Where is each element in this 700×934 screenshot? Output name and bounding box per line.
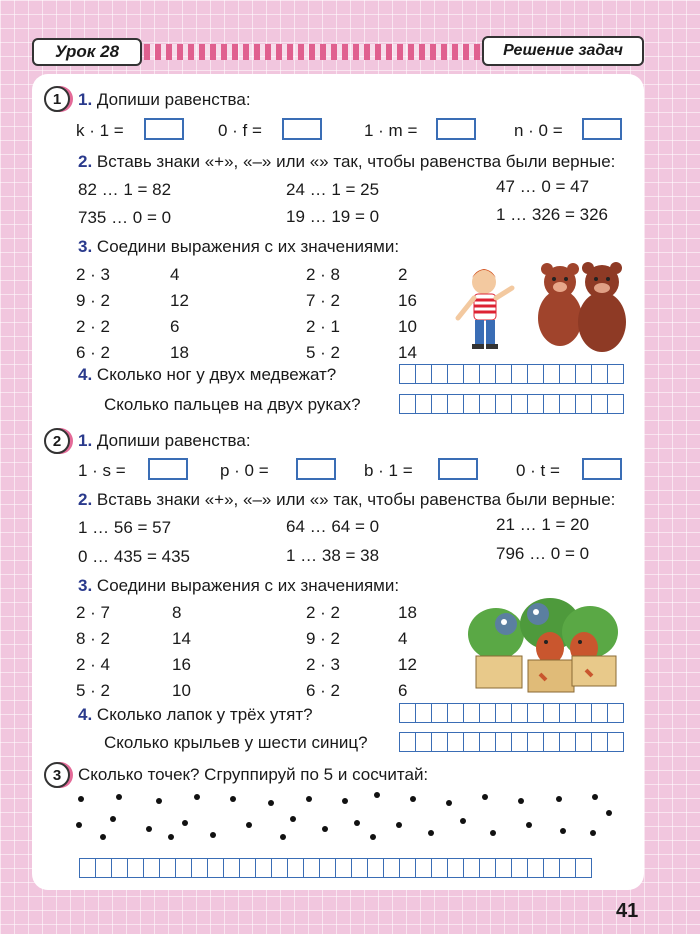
- exercise-marker-3: 3: [44, 762, 70, 788]
- equation: p · 0 =: [220, 461, 269, 480]
- answer-cell[interactable]: [431, 364, 448, 384]
- lesson-label: Урок 28: [32, 38, 142, 66]
- answer-box[interactable]: [582, 458, 622, 480]
- answer-cell[interactable]: [591, 732, 608, 752]
- value: 16: [172, 655, 191, 674]
- expression: 7 · 2: [306, 291, 341, 310]
- answer-cell[interactable]: [463, 703, 480, 723]
- answer-cell[interactable]: [447, 364, 464, 384]
- dot: [110, 816, 116, 822]
- answer-cell[interactable]: [207, 858, 224, 878]
- answer-cell[interactable]: [127, 858, 144, 878]
- answer-cell[interactable]: [415, 858, 432, 878]
- sign-equation: 1 … 56 = 57: [78, 518, 172, 537]
- answer-cell[interactable]: [271, 858, 288, 878]
- sign-equation: 1 … 38 = 38: [286, 546, 380, 565]
- task-2-4-question-1: 4. Сколько лапок у трёх утят?: [78, 705, 313, 724]
- expression: 6 · 2: [76, 343, 111, 362]
- value: 10: [398, 317, 417, 336]
- task-1-4-question-2: Сколько пальцев на двух руках?: [104, 395, 361, 414]
- answer-cell[interactable]: [447, 703, 464, 723]
- topic-label: Решение задач: [482, 36, 644, 66]
- answer-cell[interactable]: [319, 858, 336, 878]
- answer-cell[interactable]: [463, 364, 480, 384]
- sign-equation: 796 … 0 = 0: [496, 544, 590, 563]
- dot: [268, 800, 274, 806]
- answer-box[interactable]: [438, 458, 478, 480]
- page-number: 41: [616, 900, 639, 922]
- dot: [428, 830, 434, 836]
- task-2-1-title: 1. Допиши равенства:: [78, 431, 251, 450]
- answer-cell[interactable]: [415, 732, 432, 752]
- answer-cell[interactable]: [399, 703, 416, 723]
- dot: [306, 796, 312, 802]
- expression: 9 · 2: [306, 629, 341, 648]
- task-1-1-title: 1. Допиши равенства:: [78, 90, 251, 109]
- answer-cell[interactable]: [431, 394, 448, 414]
- boy-and-bears-illustration: [450, 256, 640, 360]
- dot: [290, 816, 296, 822]
- dot: [78, 796, 84, 802]
- answer-cell[interactable]: [399, 858, 416, 878]
- answer-cell[interactable]: [591, 364, 608, 384]
- dot: [194, 794, 200, 800]
- answer-cell[interactable]: [559, 394, 576, 414]
- answer-cell[interactable]: [543, 732, 560, 752]
- answer-cell[interactable]: [511, 703, 528, 723]
- answer-cell[interactable]: [559, 858, 576, 878]
- answer-cell[interactable]: [95, 858, 112, 878]
- answer-cell[interactable]: [431, 732, 448, 752]
- answer-cell[interactable]: [607, 703, 624, 723]
- equation: 0 · t =: [516, 461, 560, 480]
- answer-cells[interactable]: [400, 732, 624, 752]
- answer-cell[interactable]: [383, 858, 400, 878]
- answer-cell[interactable]: [607, 394, 624, 414]
- expression: 5 · 2: [76, 681, 111, 700]
- answer-cell[interactable]: [351, 858, 368, 878]
- equation: n · 0 =: [514, 121, 563, 140]
- answer-cell[interactable]: [143, 858, 160, 878]
- equation: 1 · s =: [78, 461, 126, 480]
- answer-cell[interactable]: [527, 394, 544, 414]
- dot: [116, 794, 122, 800]
- answer-cell[interactable]: [447, 394, 464, 414]
- equation: 0 · f =: [218, 121, 262, 140]
- task-1-3-title: 3. Соедини выражения с их значениями:: [78, 237, 400, 256]
- answer-cell[interactable]: [591, 394, 608, 414]
- expression: 2 · 4: [76, 655, 111, 674]
- dot: [560, 828, 566, 834]
- expression: 8 · 2: [76, 629, 111, 648]
- answer-cell[interactable]: [495, 732, 512, 752]
- dot: [370, 834, 376, 840]
- answer-cell[interactable]: [559, 364, 576, 384]
- answer-cell[interactable]: [463, 394, 480, 414]
- expression: 2 · 1: [306, 317, 341, 336]
- expression: 5 · 2: [306, 343, 341, 362]
- value: 6: [170, 317, 180, 336]
- answer-cells[interactable]: [400, 364, 624, 384]
- answer-cell[interactable]: [479, 394, 496, 414]
- answer-cell[interactable]: [415, 394, 432, 414]
- answer-cell[interactable]: [575, 364, 592, 384]
- value: 14: [398, 343, 417, 362]
- dot: [342, 798, 348, 804]
- answer-cell[interactable]: [111, 858, 128, 878]
- answer-cell[interactable]: [495, 394, 512, 414]
- value: 16: [398, 291, 417, 310]
- answer-cell[interactable]: [527, 364, 544, 384]
- answer-cell[interactable]: [495, 703, 512, 723]
- answer-cell[interactable]: [447, 858, 464, 878]
- dot: [460, 818, 466, 824]
- answer-cell[interactable]: [575, 732, 592, 752]
- value: 12: [398, 655, 417, 674]
- dot: [526, 822, 532, 828]
- dot: [446, 800, 452, 806]
- answer-cell[interactable]: [575, 858, 592, 878]
- dot: [146, 826, 152, 832]
- answer-cell[interactable]: [527, 858, 544, 878]
- dot: [182, 820, 188, 826]
- value: 8: [172, 603, 182, 622]
- expression: 2 · 8: [306, 265, 341, 284]
- answer-cell[interactable]: [463, 732, 480, 752]
- answer-cell[interactable]: [399, 394, 416, 414]
- answer-cell[interactable]: [399, 364, 416, 384]
- answer-cell[interactable]: [575, 394, 592, 414]
- dot: [556, 796, 562, 802]
- answer-cell[interactable]: [559, 732, 576, 752]
- answer-cell[interactable]: [479, 703, 496, 723]
- value: 18: [398, 603, 417, 622]
- answer-cells[interactable]: [400, 703, 624, 723]
- expression: 2 · 7: [76, 603, 111, 622]
- expression: 2 · 2: [306, 603, 341, 622]
- answer-cell[interactable]: [415, 364, 432, 384]
- answer-cell[interactable]: [415, 703, 432, 723]
- value: 4: [170, 265, 180, 284]
- birds-in-boxes-illustration: [466, 594, 620, 700]
- answer-cell[interactable]: [543, 364, 560, 384]
- answer-cell[interactable]: [239, 858, 256, 878]
- equation: b · 1 =: [364, 461, 413, 480]
- answer-cell[interactable]: [607, 732, 624, 752]
- dot: [230, 796, 236, 802]
- task-3-title: Сколько точек? Сгруппируй по 5 и сосчитай:: [78, 765, 429, 784]
- answer-cell[interactable]: [511, 364, 528, 384]
- equation: k · 1 =: [76, 121, 124, 140]
- answer-cell[interactable]: [527, 732, 544, 752]
- value: 10: [172, 681, 191, 700]
- answer-cell[interactable]: [335, 858, 352, 878]
- dot: [246, 822, 252, 828]
- answer-cell[interactable]: [191, 858, 208, 878]
- answer-cell[interactable]: [527, 703, 544, 723]
- sign-equation: 21 … 1 = 20: [496, 515, 590, 534]
- answer-cell[interactable]: [543, 858, 560, 878]
- equation: 1 · m =: [364, 121, 418, 140]
- answer-cell[interactable]: [543, 394, 560, 414]
- answer-cell[interactable]: [287, 858, 304, 878]
- exercise-marker-1: 1: [44, 86, 70, 112]
- dot: [592, 794, 598, 800]
- dot: [490, 830, 496, 836]
- dot: [156, 798, 162, 804]
- expression: 2 · 2: [76, 317, 111, 336]
- answer-cell[interactable]: [511, 732, 528, 752]
- dot: [374, 792, 380, 798]
- answer-cell[interactable]: [255, 858, 272, 878]
- task-2-2-title: 2. Вставь знаки «+», «–» или «» так, чтобы равенства были верные:: [78, 490, 616, 509]
- value: 6: [398, 681, 408, 700]
- answer-cell[interactable]: [463, 858, 480, 878]
- task-2-3-title: 3. Соедини выражения с их значениями:: [78, 576, 400, 595]
- answer-cell[interactable]: [479, 858, 496, 878]
- answer-cell[interactable]: [479, 364, 496, 384]
- answer-cell[interactable]: [399, 732, 416, 752]
- sign-equation: 1 … 326 = 326: [496, 205, 609, 224]
- dot: [606, 810, 612, 816]
- dot: [322, 826, 328, 832]
- dot: [410, 796, 416, 802]
- exercise-marker-2: 2: [44, 428, 70, 454]
- answer-cells[interactable]: [400, 394, 624, 414]
- answer-cell[interactable]: [79, 858, 96, 878]
- value: 18: [170, 343, 189, 362]
- value: 12: [170, 291, 189, 310]
- value: 14: [172, 629, 191, 648]
- answer-cell[interactable]: [303, 858, 320, 878]
- answer-box[interactable]: [436, 118, 476, 140]
- sign-equation: 47 … 0 = 47: [496, 177, 590, 196]
- answer-box[interactable]: [582, 118, 622, 140]
- dot: [482, 794, 488, 800]
- value: 2: [398, 265, 408, 284]
- dot: [280, 834, 286, 840]
- answer-box[interactable]: [144, 118, 184, 140]
- answer-box[interactable]: [282, 118, 322, 140]
- answer-cell[interactable]: [495, 364, 512, 384]
- expression: 9 · 2: [76, 291, 111, 310]
- answer-cell[interactable]: [479, 732, 496, 752]
- answer-cells[interactable]: [80, 858, 592, 878]
- answer-cell[interactable]: [543, 703, 560, 723]
- dots-field: [70, 786, 630, 846]
- answer-cell[interactable]: [431, 858, 448, 878]
- header-stripes: [144, 44, 480, 60]
- answer-cell[interactable]: [175, 858, 192, 878]
- expression: 6 · 2: [306, 681, 341, 700]
- dot: [168, 834, 174, 840]
- answer-cell[interactable]: [447, 732, 464, 752]
- answer-cell[interactable]: [511, 858, 528, 878]
- answer-cell[interactable]: [511, 394, 528, 414]
- dot: [76, 822, 82, 828]
- dot: [100, 834, 106, 840]
- answer-cell[interactable]: [495, 858, 512, 878]
- answer-cell[interactable]: [575, 703, 592, 723]
- sign-equation: 64 … 64 = 0: [286, 517, 380, 536]
- answer-cell[interactable]: [607, 364, 624, 384]
- sign-equation: 19 … 19 = 0: [286, 207, 380, 226]
- answer-cell[interactable]: [159, 858, 176, 878]
- task-1-2-title: 2. Вставь знаки «+», «–» или «» так, чтобы равенства были верные:: [78, 152, 616, 171]
- answer-box[interactable]: [148, 458, 188, 480]
- dot: [396, 822, 402, 828]
- task-2-4-question-2: Сколько крыльев у шести синиц?: [104, 733, 368, 752]
- expression: 2 · 3: [76, 265, 111, 284]
- sign-equation: 0 … 435 = 435: [78, 547, 191, 566]
- answer-cell[interactable]: [367, 858, 384, 878]
- value: 4: [398, 629, 408, 648]
- answer-cell[interactable]: [223, 858, 240, 878]
- answer-cell[interactable]: [431, 703, 448, 723]
- dot: [354, 820, 360, 826]
- sign-equation: 24 … 1 = 25: [286, 180, 380, 199]
- task-1-4-question-1: 4. Сколько ног у двух медвежат?: [78, 365, 337, 384]
- answer-box[interactable]: [296, 458, 336, 480]
- expression: 2 · 3: [306, 655, 341, 674]
- dot: [518, 798, 524, 804]
- sign-equation: 735 … 0 = 0: [78, 208, 172, 227]
- sign-equation: 82 … 1 = 82: [78, 180, 172, 199]
- answer-cell[interactable]: [591, 703, 608, 723]
- dot: [590, 830, 596, 836]
- dot: [210, 832, 216, 838]
- answer-cell[interactable]: [559, 703, 576, 723]
